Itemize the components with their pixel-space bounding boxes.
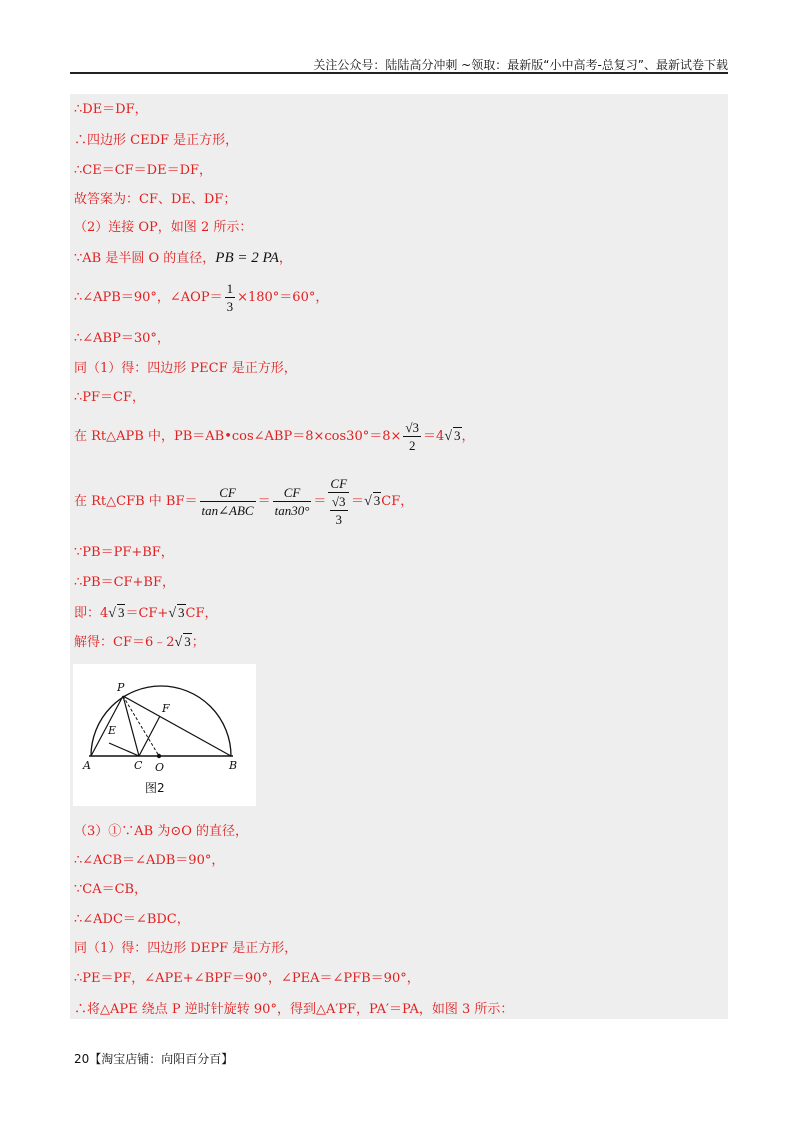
line-12-end: CF， [381, 494, 414, 509]
line-16-text: 解得：CF＝6﹣2 [74, 635, 175, 650]
radical-sign: √ [168, 606, 177, 621]
line-6-end: ， [278, 251, 292, 266]
page-number: 20 [74, 1052, 90, 1066]
fraction-sqrt3-over-2 [403, 419, 421, 454]
equals-sign: ＝ [313, 494, 327, 509]
equals-sign: ＝ [351, 494, 365, 509]
solution-line-12 [74, 475, 413, 528]
inner-numerator: √3 [331, 494, 346, 509]
solution-line-19: ∵CA＝CB， [74, 882, 148, 897]
inner-fraction [330, 493, 348, 528]
radical-sign: √ [108, 606, 116, 621]
radical-sign: √ [364, 494, 372, 509]
solution-line-23: ∴将△APE 绕点 P 逆时针旋转 90°，得到△A′PF，PA′＝PA，如图 3 所示： [74, 1002, 514, 1017]
solution-line-18: ∴∠ACB＝∠ADB＝90°， [74, 853, 225, 868]
line-15-mid: ＝CF+ [125, 606, 169, 621]
fraction-numerator: CF [330, 476, 348, 491]
solution-line-6 [74, 250, 292, 267]
solution-line-17: （3）①∵AB 为⊙O 的直径， [74, 824, 249, 839]
line-15-end: CF， [185, 606, 218, 621]
solution-line-1: ∴DE＝DF， [74, 102, 148, 117]
solution-line-14: ∴PB＝CF+BF， [74, 575, 176, 590]
semicircle-diagram [73, 664, 256, 806]
segment-pb [123, 696, 231, 756]
compound-fraction [328, 475, 349, 528]
label-a: A [83, 759, 91, 772]
radicand: 3 [178, 605, 185, 620]
radical-sign: √ [174, 635, 183, 650]
line-11-mid: ＝4 [423, 429, 445, 444]
fraction-numerator: 1 [226, 281, 234, 296]
fraction-numerator: CF [273, 484, 312, 502]
center-point-o [157, 754, 161, 758]
equals-sign: ＝ [257, 494, 271, 509]
label-f: F [162, 702, 170, 715]
solution-line-5: （2）连接 OP，如图 2 所示： [74, 220, 253, 235]
line-12-text: 在 Rt△CFB 中 BF＝ [74, 494, 198, 509]
solution-line-15 [74, 604, 218, 622]
label-p: P [117, 681, 125, 694]
fraction-one-third [225, 280, 236, 315]
solution-line-16 [74, 633, 205, 651]
inner-denominator: 3 [335, 512, 342, 527]
arc-equation: PB = 2 PA [215, 250, 279, 266]
solution-line-20: ∴∠ADC＝∠BDC， [74, 912, 190, 927]
fraction-cf-over-tan30 [273, 484, 312, 519]
line-16-end: ； [191, 635, 205, 650]
fraction-numerator: √3 [405, 420, 420, 435]
page-header: 关注公众号：陆陆高分冲刺 ~领取：最新版“小中高考-总复习”、最新试卷下载 [313, 58, 728, 72]
radicand: 3 [184, 634, 191, 649]
shop-name: 【淘宝店铺：向阳百分百】 [89, 1052, 234, 1066]
solution-line-13: ∵PB＝PF+BF， [74, 545, 174, 560]
segment-po-dashed [123, 696, 159, 756]
solution-line-10: ∴PF＝CF， [74, 390, 146, 405]
solution-line-21: 同（1）得：四边形 DEPF 是正方形， [74, 941, 298, 956]
radicand: 3 [454, 428, 461, 443]
solution-line-7 [74, 280, 328, 316]
radicand: 3 [373, 493, 381, 508]
line-6-text: ∵AB 是半圆 O 的直径， [74, 251, 216, 266]
semicircle-arc [91, 686, 231, 756]
label-e: E [108, 724, 117, 737]
segment-fc [139, 716, 160, 756]
line-15-text: 即：4 [74, 606, 109, 621]
fraction-denominator: tan30° [274, 503, 310, 518]
solution-line-8: ∴∠ABP＝30°， [74, 331, 170, 346]
fraction-denominator: 2 [408, 438, 416, 453]
line-7-text: ∴∠APB＝90°，∠AOP＝ [74, 290, 223, 305]
solution-line-2: ∴四边形 CEDF 是正方形， [74, 133, 239, 148]
fraction-numerator: CF [200, 484, 256, 502]
solution-line-11 [74, 418, 475, 456]
figure-2 [73, 664, 256, 806]
solution-line-9: 同（1）得：四边形 PECF 是正方形， [74, 361, 297, 376]
line-11-text: 在 Rt△APB 中，PB＝AB•cos∠ABP＝8×cos30°＝8× [74, 429, 402, 444]
label-o: O [155, 761, 165, 774]
radicand: 3 [117, 605, 125, 620]
fraction-denominator: 3 [226, 299, 234, 314]
figure-caption: 图2 [145, 781, 165, 795]
segment-pc [123, 696, 139, 756]
page-footer [74, 1050, 233, 1067]
header-rule [70, 72, 728, 74]
solution-line-3: ∴CE＝CF＝DE＝DF， [74, 163, 213, 178]
solution-line-22: ∴PE＝PF，∠APE+∠BPF＝90°，∠PEA＝∠PFB＝90°， [74, 971, 420, 986]
radical-sign: √ [444, 429, 452, 444]
fraction-denominator [328, 493, 349, 528]
solution-line-4: 故答案为：CF、DE、DF； [74, 192, 237, 207]
fraction-denominator: tan∠ABC [201, 503, 254, 518]
line-11-end: ， [461, 429, 475, 444]
fraction-cf-over-tan-abc [200, 484, 256, 519]
label-c: C [134, 759, 143, 772]
line-7-end: ×180°＝60°， [237, 290, 329, 305]
label-b: B [229, 759, 238, 772]
segment-ec [109, 743, 139, 756]
